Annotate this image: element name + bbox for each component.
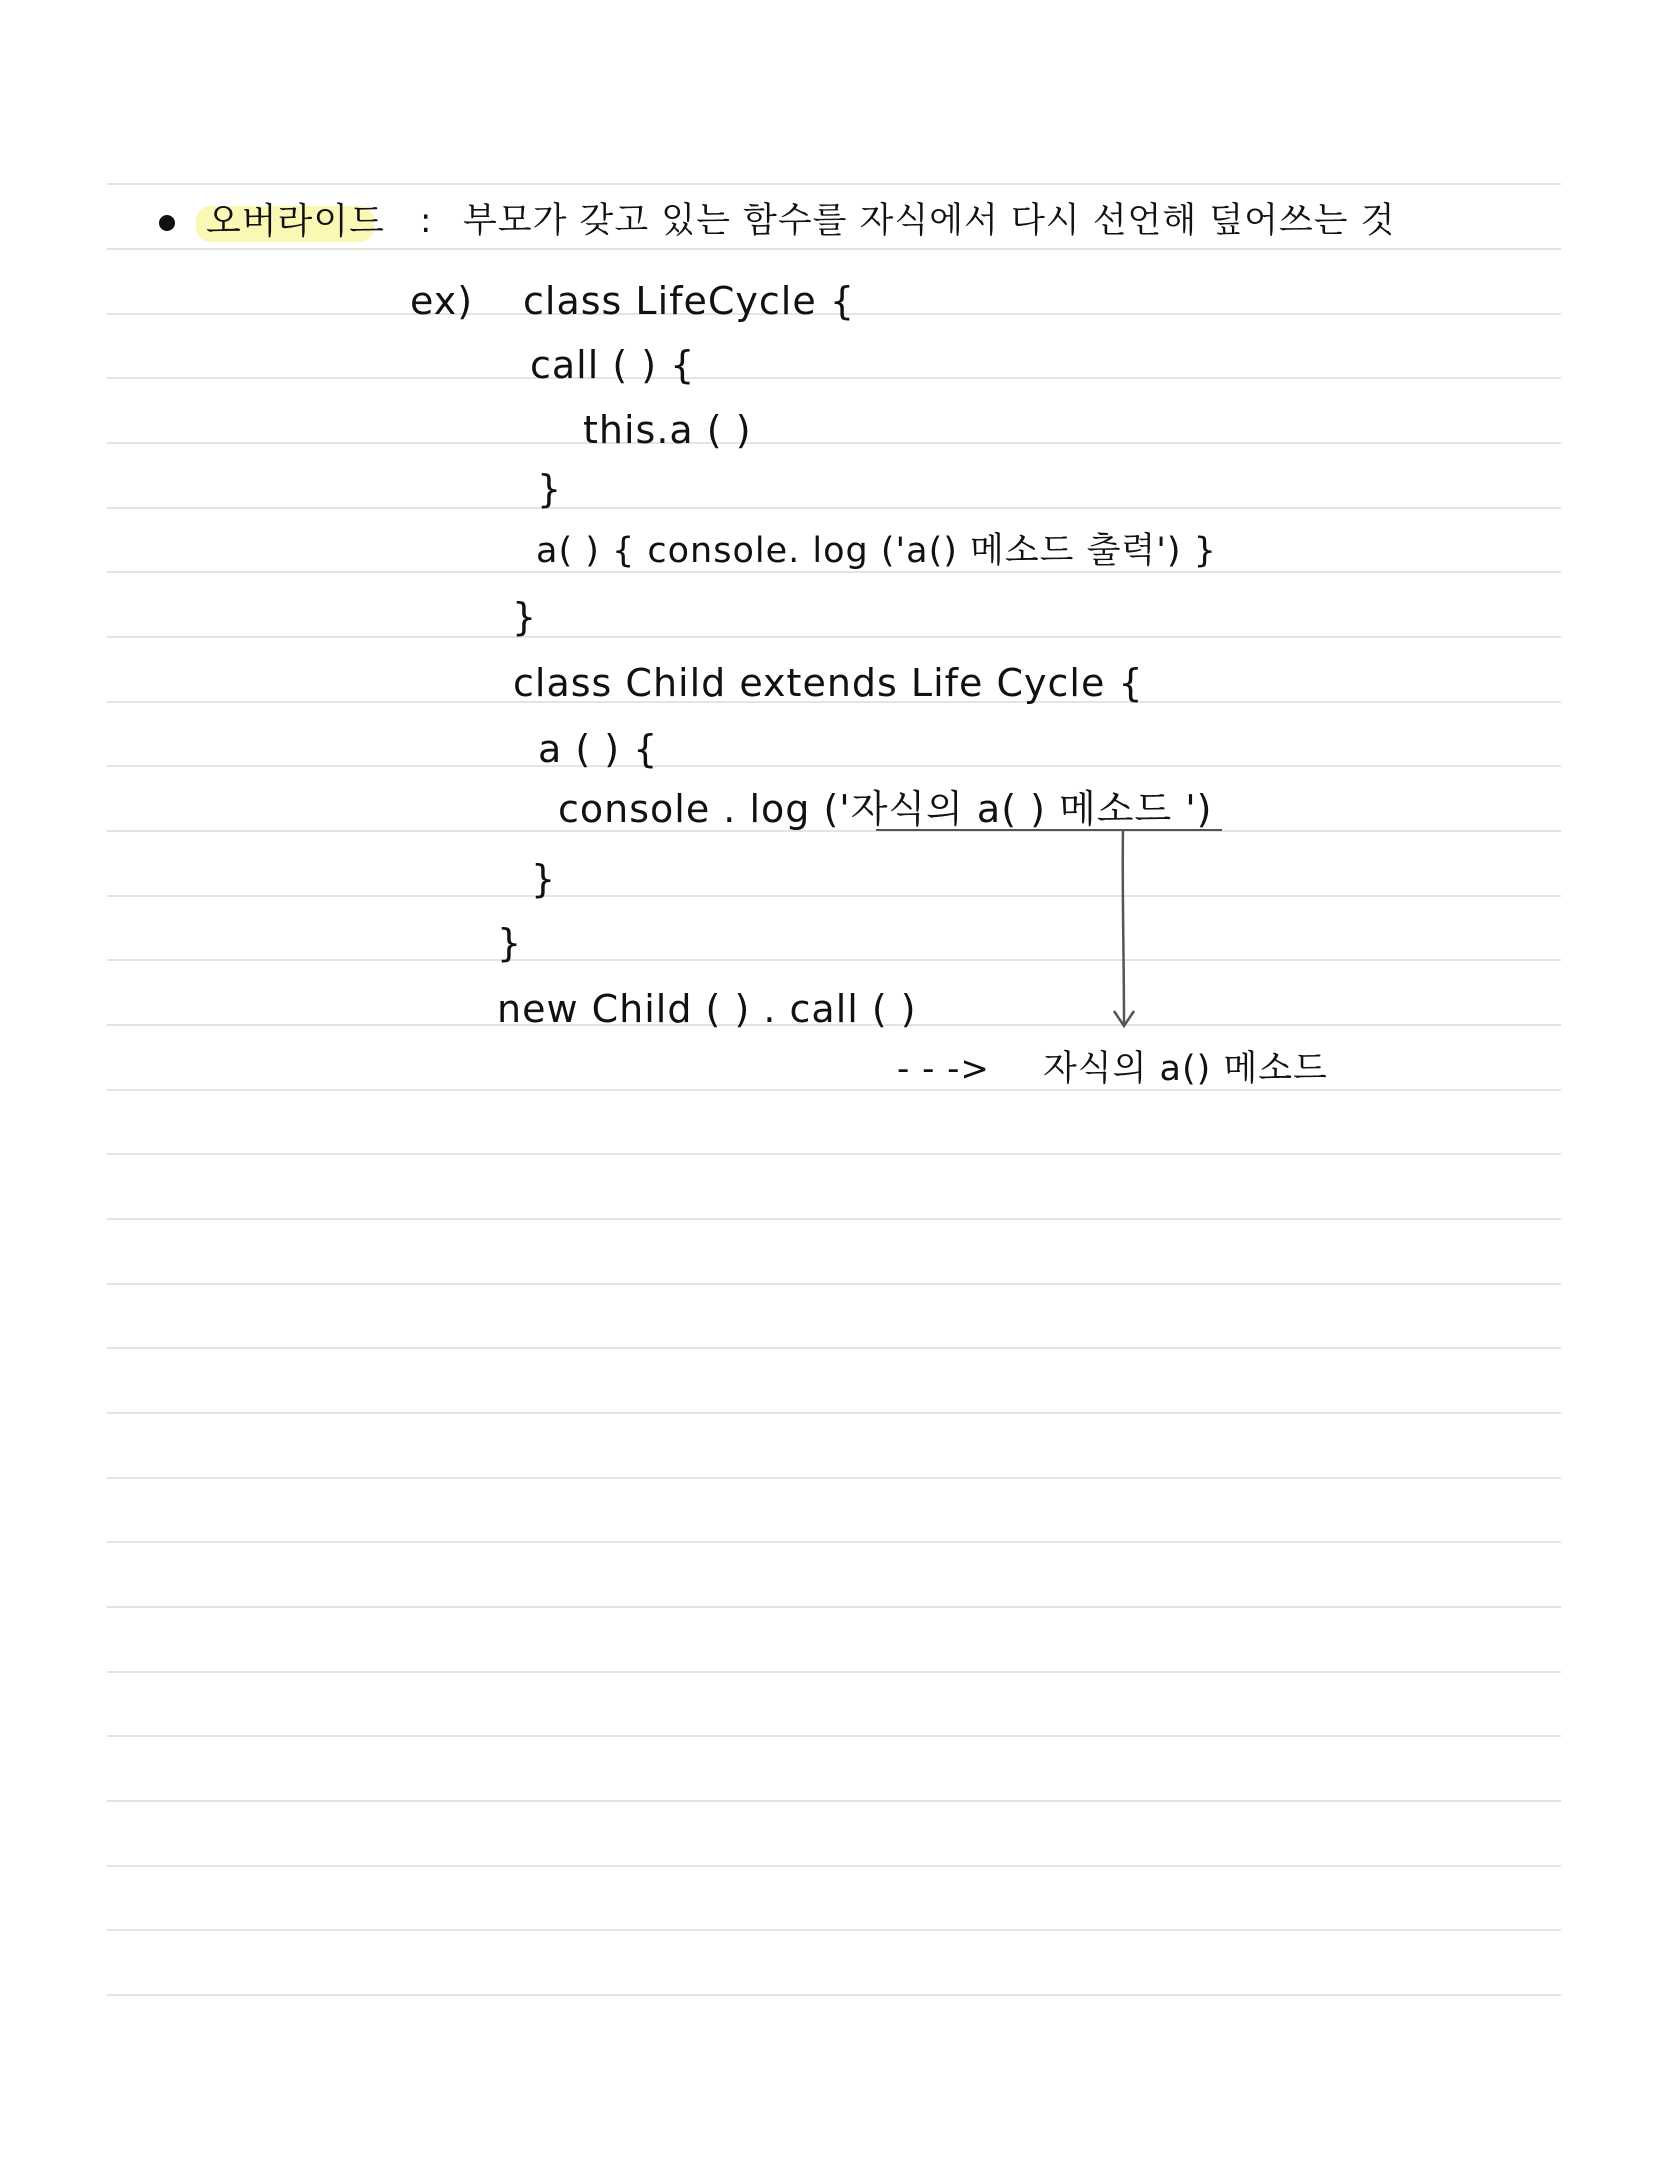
code-line-6: }	[512, 595, 538, 639]
ruled-line	[107, 248, 1561, 250]
result-arrow: - - ->	[897, 1049, 990, 1089]
ruled-line	[107, 895, 1561, 897]
ruled-line	[107, 1994, 1561, 1996]
code-line-10: }	[531, 857, 557, 901]
ruled-line	[107, 1671, 1561, 1673]
ruled-line	[107, 1800, 1561, 1802]
code-line-8: a ( ) {	[538, 727, 659, 771]
code-line-12: new Child ( ) . call ( )	[497, 987, 917, 1031]
ruled-line	[107, 1541, 1561, 1543]
result-output: 자식의 a() 메소드	[1043, 1049, 1328, 1089]
ruled-line	[107, 183, 1561, 185]
term-definition: 부모가 갖고 있는 함수를 자식에서 다시 선언해 덮어쓰는 것	[463, 201, 1396, 241]
ruled-line	[107, 765, 1561, 767]
ruled-line	[107, 1735, 1561, 1737]
ruled-line	[107, 1347, 1561, 1349]
code-line-11: }	[497, 921, 523, 965]
code-line-4: }	[537, 467, 563, 511]
ruled-line	[107, 1412, 1561, 1414]
ruled-line	[107, 1218, 1561, 1220]
ruled-line	[107, 1283, 1561, 1285]
ruled-line	[107, 1606, 1561, 1608]
ruled-line	[107, 507, 1561, 509]
code-line-1: class LifeCycle {	[523, 279, 856, 323]
ruled-line	[107, 1153, 1561, 1155]
term-colon: :	[420, 201, 433, 241]
ruled-line	[107, 959, 1561, 961]
bullet-point	[159, 215, 175, 231]
ruled-line	[107, 571, 1561, 573]
code-line-7: class Child extends Life Cycle {	[513, 661, 1144, 705]
term-title: 오버라이드	[206, 201, 385, 242]
code-line-2: call ( ) {	[530, 343, 696, 387]
ruled-line	[107, 1929, 1561, 1931]
down-arrow-icon	[1110, 826, 1150, 1026]
ruled-line	[107, 1089, 1561, 1091]
code-line-3: this.a ( )	[583, 408, 752, 452]
ruled-line	[107, 1477, 1561, 1479]
ruled-line	[107, 1865, 1561, 1867]
underline-mark	[876, 829, 1222, 831]
code-line-9: console . log ('자식의 a( ) 메소드 ')	[558, 787, 1213, 831]
ruled-line	[107, 636, 1561, 638]
example-label: ex)	[410, 279, 474, 323]
ruled-line	[107, 377, 1561, 379]
ruled-line	[107, 442, 1561, 444]
code-line-5: a( ) { console. log ('a() 메소드 출력') }	[536, 531, 1217, 571]
